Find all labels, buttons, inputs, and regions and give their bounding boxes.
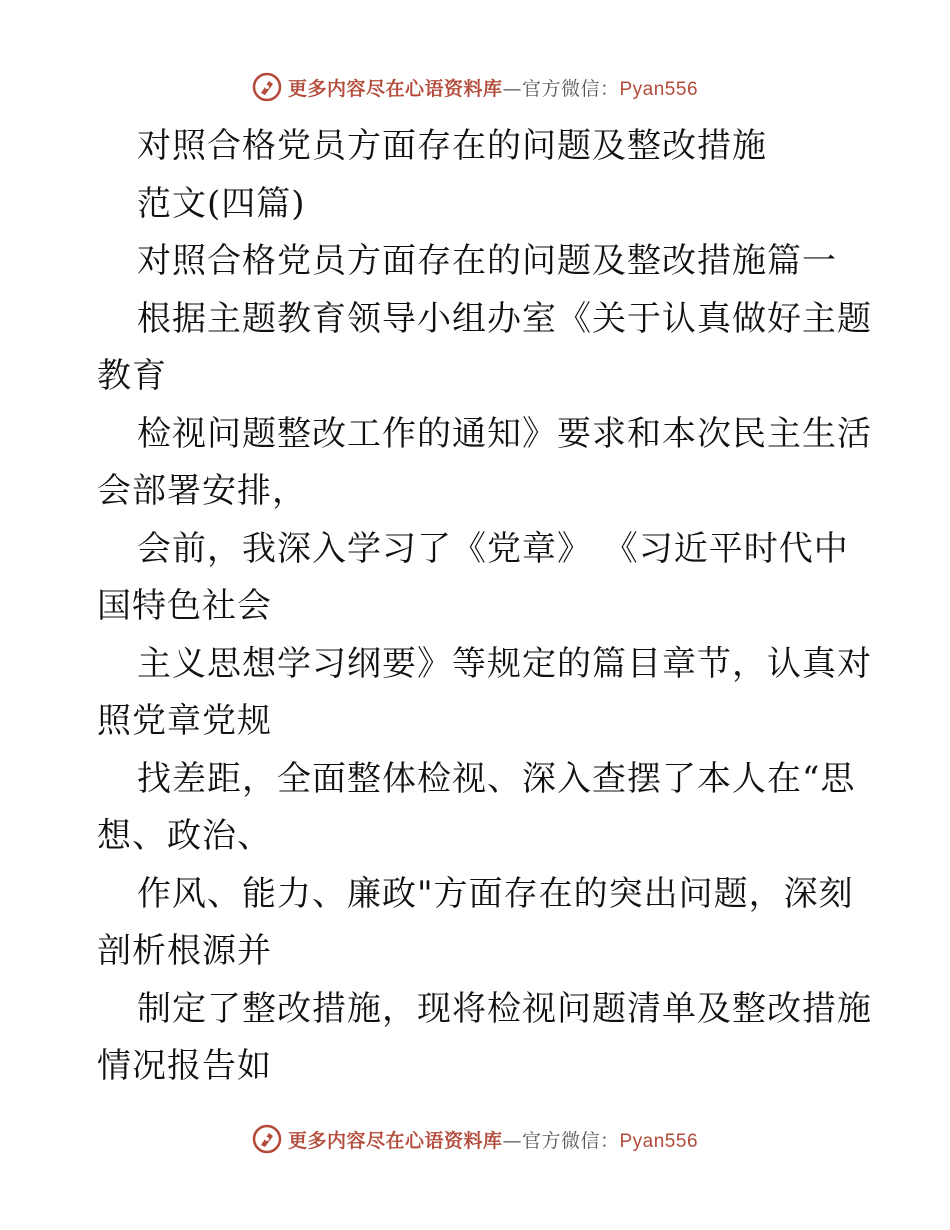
paragraph-line: 情况报告如 <box>97 1046 272 1086</box>
document-body <box>97 118 872 1096</box>
banner-separator: — <box>502 1129 522 1152</box>
paragraph-line: 根据主题教育领导小组办室《关于认真做好主题 <box>137 298 872 339</box>
paragraph-line: 照党章党规 <box>97 701 272 741</box>
banner-text <box>288 1126 698 1153</box>
paragraph-line: 找差距，全面整体检视、深入查摆了本人在“思 <box>137 758 856 799</box>
paragraph-line: 剖析根源并 <box>97 931 272 971</box>
header-banner <box>0 72 950 102</box>
paragraph-line: 主义思想学习纲要》等规定的篇目章节，认真对 <box>137 643 872 684</box>
banner-text <box>288 74 698 101</box>
paragraph-line: 检视问题整改工作的通知》要求和本次民主生活 <box>137 413 872 454</box>
banner-wechat-label: 官方微信： <box>521 1129 620 1152</box>
paragraph-line: 会部署安排， <box>97 471 307 511</box>
paragraph-line: 国特色社会 <box>97 586 272 626</box>
banner-site-name: 更多内容尽在心语资料库 <box>287 77 503 100</box>
banner-wechat-handle: Pyan556 <box>619 1130 699 1152</box>
footer-banner <box>0 1124 950 1154</box>
paragraph-line: 制定了整改措施，现将检视问题清单及整改措施 <box>137 988 872 1029</box>
banner-wechat-handle: Pyan556 <box>619 78 699 100</box>
paragraph-line: 会前，我深入学习了《党章》 《习近平时代中 <box>137 528 849 569</box>
paragraph-line: 教育 <box>97 356 167 396</box>
document-title-line-1: 对照合格党员方面存在的问题及整改措施 <box>137 126 767 166</box>
banner-separator: — <box>502 77 522 100</box>
banner-site-name: 更多内容尽在心语资料库 <box>287 1129 503 1152</box>
section-heading: 对照合格党员方面存在的问题及整改措施篇一 <box>137 241 837 281</box>
paragraph-line: 想、政治、 <box>97 816 272 856</box>
pen-nib-circle-icon <box>252 1124 282 1154</box>
banner-wechat-label: 官方微信： <box>521 77 620 100</box>
paragraph-line: 作风、能力、廉政"方面存在的突出问题，深刻 <box>137 873 854 914</box>
document-title-line-2: 范文(四篇) <box>137 183 306 224</box>
pen-nib-circle-icon <box>252 72 282 102</box>
